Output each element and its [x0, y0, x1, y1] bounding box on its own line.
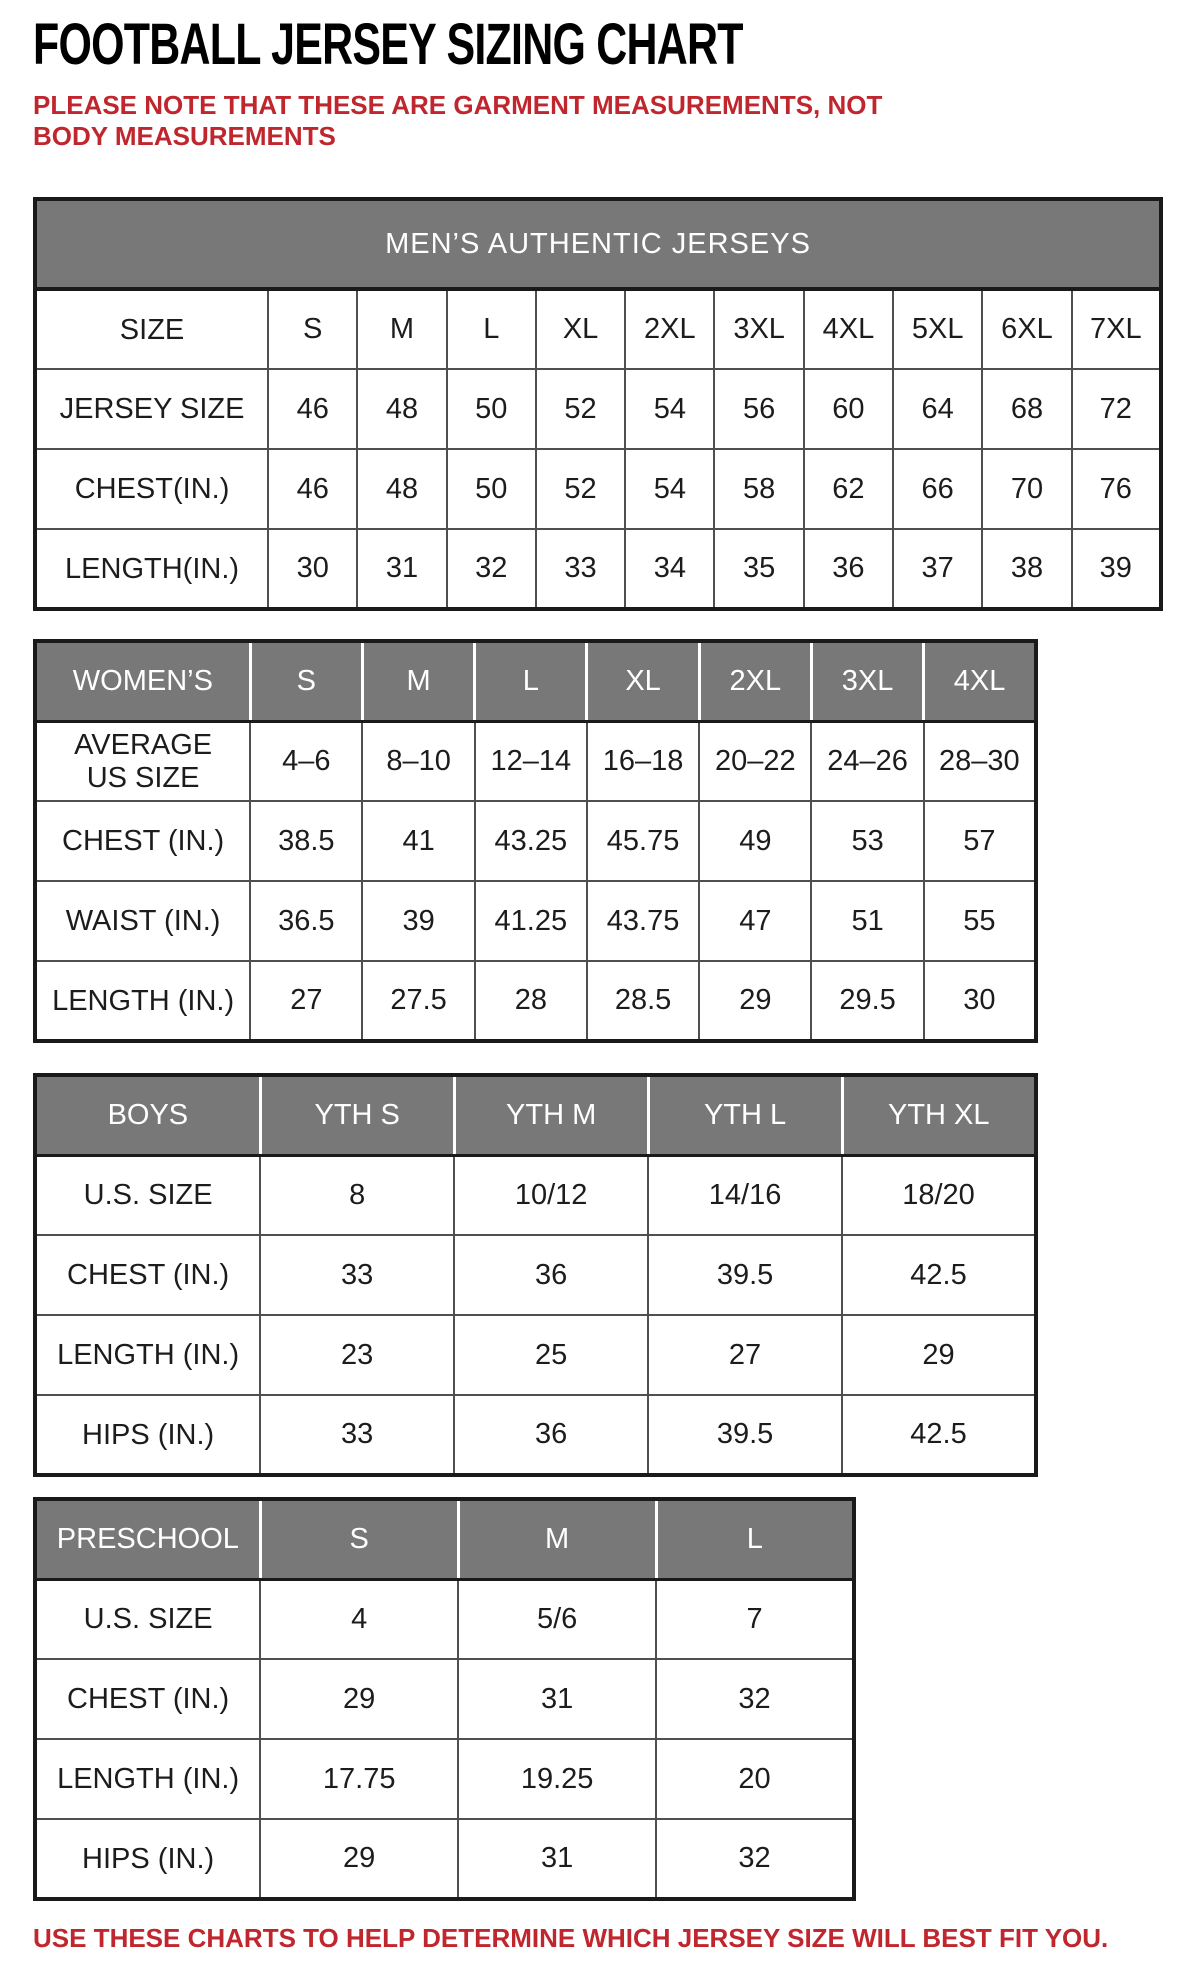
value-cell: 28.5 — [587, 961, 699, 1041]
value-cell: 39 — [362, 881, 474, 961]
value-cell: 47 — [699, 881, 811, 961]
value-cell: 19.25 — [458, 1739, 656, 1819]
column-header: S — [250, 641, 362, 721]
column-header: 3XL — [714, 289, 803, 369]
preschool-sizing-table — [33, 1497, 856, 1901]
mens-jerseys-table-section — [33, 197, 1200, 611]
row-label: U.S. SIZE — [35, 1155, 260, 1235]
column-header: 7XL — [1072, 289, 1161, 369]
column-header: 5XL — [893, 289, 982, 369]
column-header: M — [357, 289, 446, 369]
table-row — [35, 881, 1036, 961]
value-cell: 43.75 — [587, 881, 699, 961]
column-header: 2XL — [625, 289, 714, 369]
header-label: WOMEN’S — [35, 641, 250, 721]
value-cell: 28–30 — [924, 721, 1036, 801]
value-cell: 32 — [447, 529, 536, 609]
column-header: S — [268, 289, 357, 369]
value-cell: 10/12 — [454, 1155, 648, 1235]
footer-note: USE THESE CHARTS TO HELP DETERMINE WHICH JERSEY SIZE WILL BEST FIT YOU. — [33, 1923, 1109, 1954]
row-label: JERSEY SIZE — [35, 369, 268, 449]
value-cell: 27 — [648, 1315, 842, 1395]
column-header: L — [656, 1499, 854, 1579]
column-header: M — [458, 1499, 656, 1579]
value-cell: 4–6 — [250, 721, 362, 801]
table-banner: MEN’S AUTHENTIC JERSEYS — [35, 199, 1161, 289]
value-cell: 7 — [656, 1579, 854, 1659]
value-cell: 70 — [982, 449, 1071, 529]
table-row — [35, 961, 1036, 1041]
value-cell: 12–14 — [475, 721, 587, 801]
womens-sizing-table — [33, 639, 1038, 1043]
value-cell: 62 — [804, 449, 893, 529]
value-cell: 31 — [357, 529, 446, 609]
table-row — [35, 529, 1161, 609]
value-cell: 38.5 — [250, 801, 362, 881]
value-cell: 34 — [625, 529, 714, 609]
mens-sizing-table — [33, 197, 1163, 611]
value-cell: 35 — [714, 529, 803, 609]
value-cell: 36.5 — [250, 881, 362, 961]
value-cell: 50 — [447, 449, 536, 529]
boys-jerseys-table-section — [33, 1073, 1200, 1477]
value-cell: 50 — [447, 369, 536, 449]
value-cell: 23 — [260, 1315, 454, 1395]
value-cell: 72 — [1072, 369, 1161, 449]
table-banner-row — [35, 199, 1161, 289]
column-header: 3XL — [811, 641, 923, 721]
column-header-row — [35, 289, 1161, 369]
table-row — [35, 801, 1036, 881]
table-row — [35, 721, 1036, 801]
row-label: CHEST(IN.) — [35, 449, 268, 529]
row-label: HIPS (IN.) — [35, 1395, 260, 1475]
table-row — [35, 1739, 854, 1819]
header-label: SIZE — [35, 289, 268, 369]
column-header: 2XL — [699, 641, 811, 721]
value-cell: 18/20 — [842, 1155, 1036, 1235]
value-cell: 29 — [842, 1315, 1036, 1395]
value-cell: 48 — [357, 369, 446, 449]
preschool-jerseys-table-section — [33, 1497, 1200, 1901]
column-header: L — [447, 289, 536, 369]
column-header: YTH S — [260, 1075, 454, 1155]
value-cell: 5/6 — [458, 1579, 656, 1659]
value-cell: 54 — [625, 369, 714, 449]
value-cell: 39.5 — [648, 1395, 842, 1475]
column-header: M — [362, 641, 474, 721]
value-cell: 51 — [811, 881, 923, 961]
value-cell: 41 — [362, 801, 474, 881]
value-cell: 31 — [458, 1819, 656, 1899]
column-header: L — [475, 641, 587, 721]
value-cell: 45.75 — [587, 801, 699, 881]
womens-jerseys-table-section — [33, 639, 1200, 1043]
row-label: WAIST (IN.) — [35, 881, 250, 961]
table-row — [35, 1155, 1036, 1235]
column-header: XL — [587, 641, 699, 721]
row-label: CHEST (IN.) — [35, 1235, 260, 1315]
value-cell: 42.5 — [842, 1395, 1036, 1475]
value-cell: 56 — [714, 369, 803, 449]
value-cell: 8–10 — [362, 721, 474, 801]
value-cell: 66 — [893, 449, 982, 529]
value-cell: 76 — [1072, 449, 1161, 529]
row-label: LENGTH (IN.) — [35, 1739, 260, 1819]
row-label: CHEST (IN.) — [35, 1659, 260, 1739]
table-row — [35, 1819, 854, 1899]
column-header-row — [35, 641, 1036, 721]
value-cell: 30 — [268, 529, 357, 609]
header-label: BOYS — [35, 1075, 260, 1155]
table-row — [35, 1315, 1036, 1395]
value-cell: 60 — [804, 369, 893, 449]
value-cell: 48 — [357, 449, 446, 529]
value-cell: 29 — [260, 1819, 458, 1899]
table-row — [35, 1659, 854, 1739]
value-cell: 36 — [804, 529, 893, 609]
value-cell: 29 — [260, 1659, 458, 1739]
row-label: AVERAGE US SIZE — [35, 721, 250, 801]
row-label: LENGTH(IN.) — [35, 529, 268, 609]
value-cell: 33 — [260, 1235, 454, 1315]
row-label: CHEST (IN.) — [35, 801, 250, 881]
value-cell: 68 — [982, 369, 1071, 449]
column-header-row — [35, 1075, 1036, 1155]
value-cell: 20–22 — [699, 721, 811, 801]
value-cell: 39 — [1072, 529, 1161, 609]
value-cell: 54 — [625, 449, 714, 529]
value-cell: 31 — [458, 1659, 656, 1739]
column-header: YTH M — [454, 1075, 648, 1155]
value-cell: 49 — [699, 801, 811, 881]
value-cell: 20 — [656, 1739, 854, 1819]
value-cell: 36 — [454, 1395, 648, 1475]
value-cell: 46 — [268, 449, 357, 529]
table-row — [35, 1395, 1036, 1475]
table-row — [35, 1235, 1036, 1315]
garment-measurements-note: PLEASE NOTE THAT THESE ARE GARMENT MEASUREMENTS, NOT BODY MEASUREMENTS — [33, 90, 883, 152]
value-cell: 17.75 — [260, 1739, 458, 1819]
value-cell: 33 — [536, 529, 625, 609]
value-cell: 46 — [268, 369, 357, 449]
value-cell: 64 — [893, 369, 982, 449]
value-cell: 52 — [536, 449, 625, 529]
value-cell: 14/16 — [648, 1155, 842, 1235]
column-header: YTH L — [648, 1075, 842, 1155]
column-header-row — [35, 1499, 854, 1579]
value-cell: 39.5 — [648, 1235, 842, 1315]
row-label: HIPS (IN.) — [35, 1819, 260, 1899]
table-row — [35, 1579, 854, 1659]
page-title: FOOTBALL JERSEY SIZING CHART — [33, 12, 743, 77]
value-cell: 24–26 — [811, 721, 923, 801]
value-cell: 27.5 — [362, 961, 474, 1041]
value-cell: 43.25 — [475, 801, 587, 881]
value-cell: 16–18 — [587, 721, 699, 801]
value-cell: 28 — [475, 961, 587, 1041]
value-cell: 53 — [811, 801, 923, 881]
column-header: 6XL — [982, 289, 1071, 369]
value-cell: 27 — [250, 961, 362, 1041]
value-cell: 58 — [714, 449, 803, 529]
column-header: 4XL — [804, 289, 893, 369]
boys-sizing-table — [33, 1073, 1038, 1477]
value-cell: 52 — [536, 369, 625, 449]
value-cell: 4 — [260, 1579, 458, 1659]
value-cell: 37 — [893, 529, 982, 609]
header-label: PRESCHOOL — [35, 1499, 260, 1579]
table-row — [35, 449, 1161, 529]
value-cell: 25 — [454, 1315, 648, 1395]
row-label: U.S. SIZE — [35, 1579, 260, 1659]
row-label: LENGTH (IN.) — [35, 961, 250, 1041]
value-cell: 41.25 — [475, 881, 587, 961]
value-cell: 32 — [656, 1659, 854, 1739]
table-row — [35, 369, 1161, 449]
value-cell: 38 — [982, 529, 1071, 609]
value-cell: 30 — [924, 961, 1036, 1041]
column-header: 4XL — [924, 641, 1036, 721]
column-header: S — [260, 1499, 458, 1579]
column-header: YTH XL — [842, 1075, 1036, 1155]
value-cell: 55 — [924, 881, 1036, 961]
value-cell: 32 — [656, 1819, 854, 1899]
value-cell: 57 — [924, 801, 1036, 881]
value-cell: 36 — [454, 1235, 648, 1315]
value-cell: 29 — [699, 961, 811, 1041]
value-cell: 42.5 — [842, 1235, 1036, 1315]
value-cell: 33 — [260, 1395, 454, 1475]
column-header: XL — [536, 289, 625, 369]
row-label: LENGTH (IN.) — [35, 1315, 260, 1395]
value-cell: 29.5 — [811, 961, 923, 1041]
value-cell: 8 — [260, 1155, 454, 1235]
